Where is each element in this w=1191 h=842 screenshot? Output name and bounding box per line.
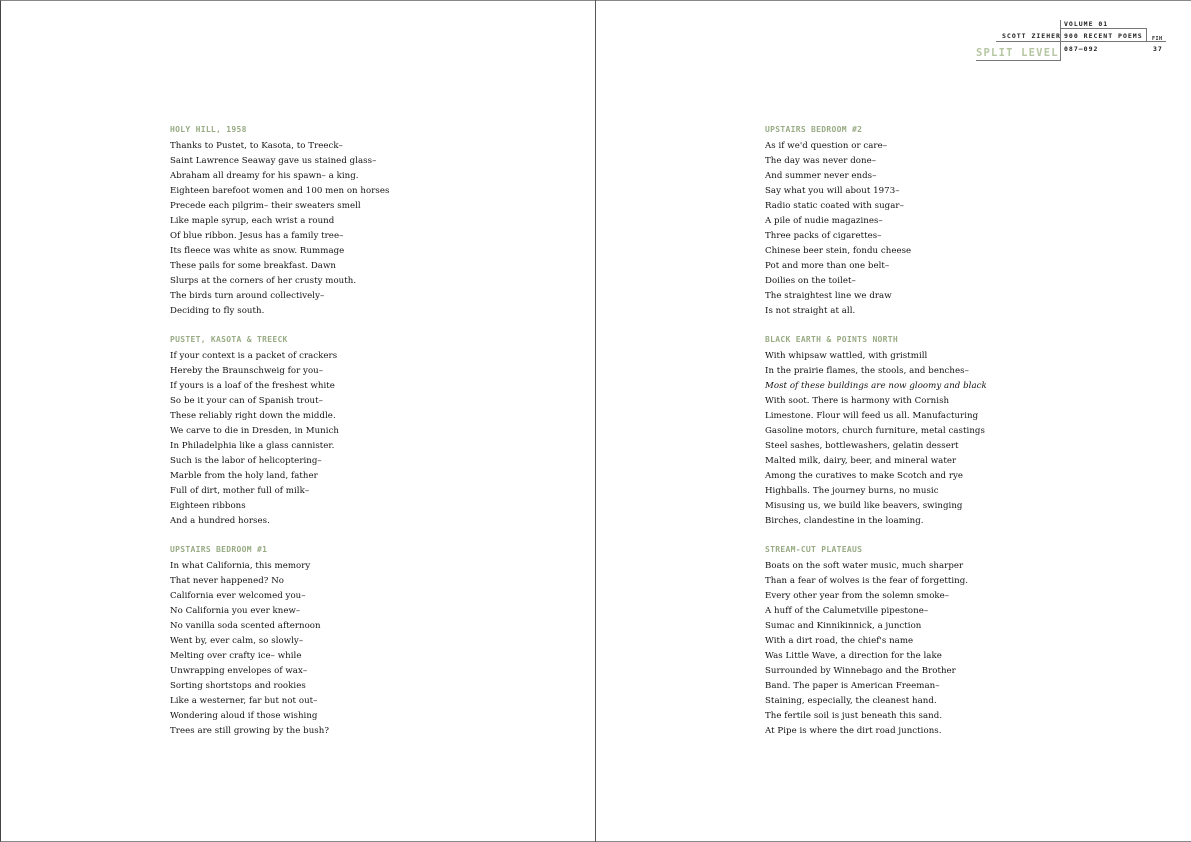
- poem-line: Among the curatives to make Scotch and rye: [765, 471, 964, 481]
- left-column: [170, 124, 510, 754]
- poem-line: And a hundred horses.: [170, 516, 270, 526]
- poem-line: Hereby the Braunschweig for you–: [170, 366, 324, 376]
- book-spine: [595, 0, 596, 842]
- poem-title: UPSTAIRS BEDROOM #1: [170, 545, 268, 554]
- poem-line: California ever welcomed you–: [170, 591, 306, 601]
- poem-line: Unwrapping envelopes of wax–: [170, 666, 308, 676]
- poem-line: Than a fear of wolves is the fear of forgetting.: [765, 576, 969, 586]
- poem-line: Of blue ribbon. Jesus has a family tree–: [170, 231, 344, 241]
- poem-line: With whipsaw wattled, with gristmill: [765, 351, 928, 361]
- poem: [170, 334, 510, 529]
- poem-line: Surrounded by Winnebago and the Brother: [765, 666, 956, 676]
- poem-line: Band. The paper is American Freeman–: [765, 681, 940, 691]
- poem-line: These pails for some breakfast. Dawn: [170, 261, 336, 271]
- poem-title: PUSTET, KASOTA & TREECK: [170, 335, 288, 344]
- poem-line: The day was never done–: [765, 156, 877, 166]
- poem-line: Such is the labor of helicoptering–: [170, 456, 322, 466]
- poem-line: Steel sashes, bottlewashers, gelatin dessert: [765, 441, 959, 451]
- poem-line: Wondering aloud if those wishing: [170, 711, 318, 721]
- poem-line: Full of dirt, mother full of milk–: [170, 486, 310, 496]
- poem-line: Eighteen barefoot women and 100 men on horses: [170, 186, 390, 196]
- poem-line: Highballs. The journey burns, no music: [765, 486, 939, 496]
- poem-title: HOLY HILL, 1958: [170, 125, 247, 134]
- right-column: [765, 124, 1105, 754]
- header-code: FIH: [1152, 36, 1163, 42]
- poem-line: Radio static coated with sugar–: [765, 201, 904, 211]
- poem-line: A pile of nudie magazines–: [765, 216, 883, 226]
- poem-line: Gasoline motors, church furniture, metal castings: [765, 426, 985, 436]
- poem-line: Eighteen ribbons: [170, 501, 246, 511]
- poem-line: Saint Lawrence Seaway gave us stained glass–: [170, 156, 377, 166]
- poem-line: No vanilla soda scented afternoon: [170, 621, 321, 631]
- poem-line: Was Little Wave, a direction for the lake: [765, 651, 942, 661]
- poem-line: Precede each pilgrim– their sweaters smell: [170, 201, 361, 211]
- poem-line: Misusing us, we build like beavers, swinging: [765, 501, 963, 511]
- poem-line: With a dirt road, the chief's name: [765, 636, 914, 646]
- poem-line: And summer never ends–: [765, 171, 877, 181]
- poem: [170, 124, 510, 319]
- poem-line: Three packs of cigarettes–: [765, 231, 882, 241]
- poem: [765, 334, 1105, 529]
- poem-line: Malted milk, dairy, beer, and mineral water: [765, 456, 957, 466]
- poem-line: The birds turn around collectively–: [170, 291, 325, 301]
- poem-line: With soot. There is harmony with Cornish: [765, 396, 950, 406]
- poem-line: Abraham all dreamy for his spawn– a king.: [170, 171, 359, 181]
- poem-title: UPSTAIRS BEDROOM #2: [765, 125, 863, 134]
- poem-line: We carve to die in Dresden, in Munich: [170, 426, 340, 436]
- poem-line: Most of these buildings are now gloomy and black: [765, 381, 987, 391]
- poem-line: Sorting shortstops and rookies: [170, 681, 306, 691]
- poem-title: BLACK EARTH & POINTS NORTH: [765, 335, 899, 344]
- poem-line: Marble from the holy land, father: [170, 471, 318, 481]
- poem-line: Staining, especially, the cleanest hand.: [765, 696, 937, 706]
- poem-line: Pot and more than one belt–: [765, 261, 890, 271]
- poem-line: That never happened? No: [170, 576, 285, 586]
- running-header: [976, 20, 1166, 62]
- page-number: 37: [1153, 45, 1163, 53]
- poem-line: The fertile soil is just beneath this sand.: [765, 711, 943, 721]
- header-book-title: 900 RECENT POEMS: [1064, 32, 1143, 40]
- poem-line: In Philadelphia like a glass cannister.: [170, 441, 335, 451]
- poem-line: Boats on the soft water music, much sharper: [765, 561, 964, 571]
- poem-line: Went by, ever calm, so slowly–: [170, 636, 304, 646]
- poem-line: Like maple syrup, each wrist a round: [170, 216, 335, 226]
- poem-line: At Pipe is where the dirt road junctions.: [765, 726, 942, 736]
- poem-line: Is not straight at all.: [765, 306, 856, 316]
- poem-line: In what California, this memory: [170, 561, 311, 571]
- poem-line: No California you ever knew–: [170, 606, 301, 616]
- poem-line: Every other year from the solemn smoke–: [765, 591, 950, 601]
- poem-line: Chinese beer stein, fondu cheese: [765, 246, 912, 256]
- header-page-range: 087–092: [1064, 45, 1099, 53]
- poem: [765, 124, 1105, 319]
- poem-line: A huff of the Calumetville pipestone–: [765, 606, 929, 616]
- poem-line: In the prairie flames, the stools, and benches–: [765, 366, 969, 376]
- poem-line: Melting over crafty ice– while: [170, 651, 302, 661]
- poem-line: If yours is a loaf of the freshest white: [170, 381, 335, 391]
- poem: [170, 544, 510, 739]
- poem-line: As if we'd question or care–: [765, 141, 888, 151]
- poem-line: Its fleece was white as snow. Rummage: [170, 246, 345, 256]
- poem-line: If your context is a packet of crackers: [170, 351, 338, 361]
- poem-line: Thanks to Pustet, to Kasota, to Treeck–: [170, 141, 343, 151]
- poem-line: Say what you will about 1973–: [765, 186, 900, 196]
- poem-line: Birches, clandestine in the loaming.: [765, 516, 924, 526]
- header-author: SCOTT ZIEHER: [1002, 32, 1061, 40]
- header-volume: VOLUME 01: [1064, 20, 1109, 28]
- poem-line: Sumac and Kinnikinnick, a junction: [765, 621, 922, 631]
- poem: [765, 544, 1105, 739]
- poem-line: Trees are still growing by the bush?: [170, 726, 329, 736]
- series-title: SPLIT LEVEL: [976, 47, 1059, 59]
- poem-line: Limestone. Flour will feed us all. Manufacturing: [765, 411, 979, 421]
- poem-line: Slurps at the corners of her crusty mouth.: [170, 276, 357, 286]
- poem-line: These reliably right down the middle.: [170, 411, 336, 421]
- poem-line: Doilies on the toilet–: [765, 276, 856, 286]
- poem-title: STREAM-CUT PLATEAUS: [765, 545, 863, 554]
- poem-line: Deciding to fly south.: [170, 306, 265, 316]
- poem-line: Like a westerner, far but not out–: [170, 696, 318, 706]
- poem-line: So be it your can of Spanish trout–: [170, 396, 323, 406]
- poem-line: The straightest line we draw: [765, 291, 892, 301]
